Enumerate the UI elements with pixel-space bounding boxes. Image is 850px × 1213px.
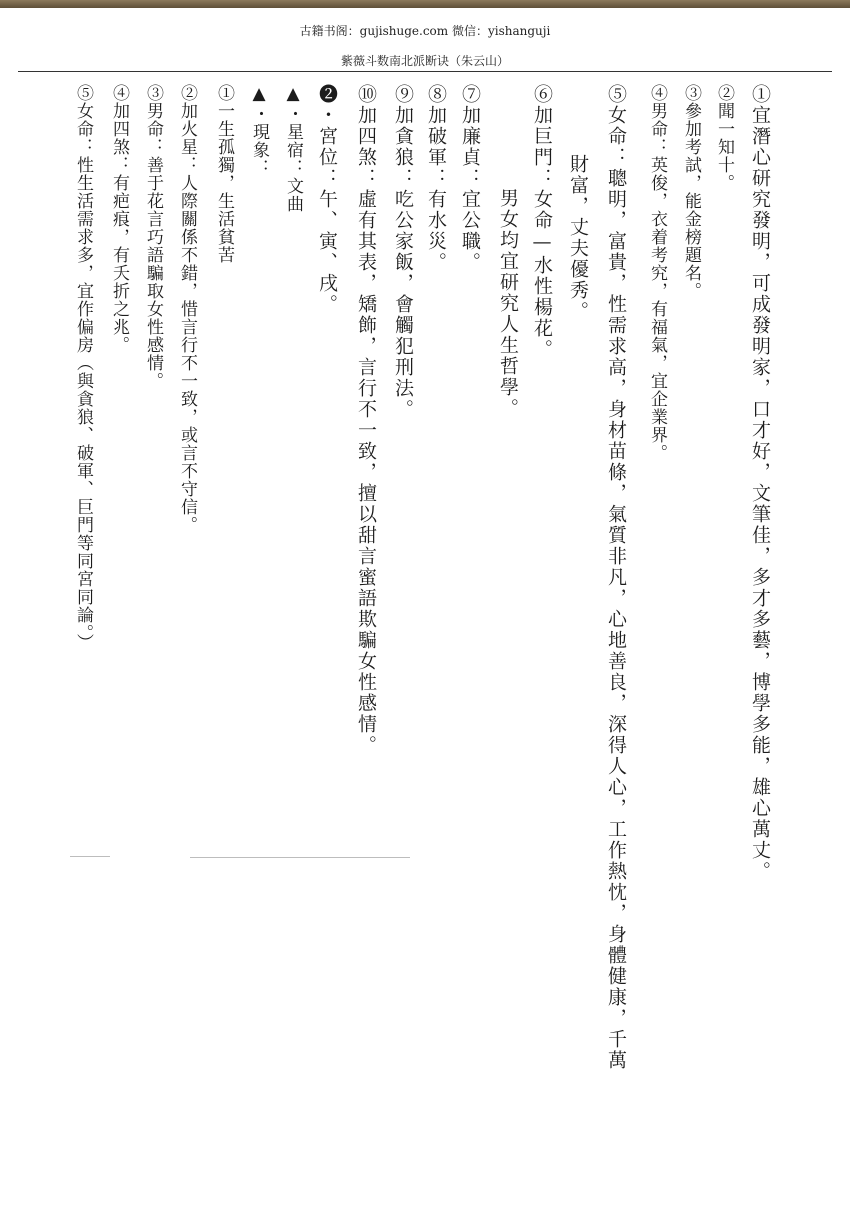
text-column-18: ③男命：善于花言巧語騙取女性感情。 xyxy=(143,84,163,390)
text-column-3: ③參加考試，能金榜題名。 xyxy=(681,84,701,300)
text-column-13: ❷・宮位：午、寅、戌。 xyxy=(316,84,338,315)
page-body xyxy=(60,78,820,1178)
text-column-8: 男女均宜研究人生哲學。 xyxy=(497,188,519,419)
header-divider xyxy=(18,71,832,72)
text-column-12: ⑩加四煞：虛有其表，矯飾，言行不一致，擅以甜言蜜語欺騙女性感情。 xyxy=(355,84,377,756)
text-column-1: ①宜潛心研究發明，可成發明家，口才好，文筆佳，多才多藝，博學多能，雄心萬丈。 xyxy=(749,84,771,882)
site-watermark-line: 古籍书阁：gujishuge.com 微信：yishanguji xyxy=(299,24,551,38)
text-column-16: ①一生孤獨，生活貧苦 xyxy=(214,84,234,264)
text-column-14: ▲・星宿：文曲 xyxy=(283,84,303,213)
text-column-4: ④男命：英俊，衣着考究，有福氣，宜企業界。 xyxy=(647,84,667,462)
text-column-10: ⑧加破軍：有水災。 xyxy=(425,84,447,273)
text-column-19: ④加四煞：有疤痕，有夭折之兆。 xyxy=(109,84,129,354)
scan-noise-line xyxy=(190,857,410,858)
text-column-9: ⑦加廉貞：宜公職。 xyxy=(459,84,481,273)
text-column-11: ⑨加貪狼：吃公家飯，會觸犯刑法。 xyxy=(392,84,414,420)
book-title: 紫薇斗数南北派断诀（朱云山） xyxy=(340,54,509,68)
text-column-20: ⑤女命：性生活需求多，宜作偏房（與貪狼、破軍、巨門等同宮同論。） xyxy=(73,84,93,652)
text-column-2: ②聞一知十。 xyxy=(714,84,734,192)
text-column-17: ②加火星：人際關係不錯，惜言行不一致，或言不守信。 xyxy=(177,84,197,534)
text-column-5: ⑤女命：聰明，富貴，性需求高，身材苗條，氣質非凡，心地善良，深得人心，工作熱忱，身體健康，千萬 xyxy=(605,84,627,1071)
scan-noise-line xyxy=(70,856,110,857)
text-column-15: ▲・現象： xyxy=(249,84,269,177)
text-column-6: 財富，丈夫優秀。 xyxy=(567,154,589,322)
text-column-7: ⑥加巨門：女命—水性楊花。 xyxy=(531,84,553,360)
top-decorative-band xyxy=(0,0,850,8)
